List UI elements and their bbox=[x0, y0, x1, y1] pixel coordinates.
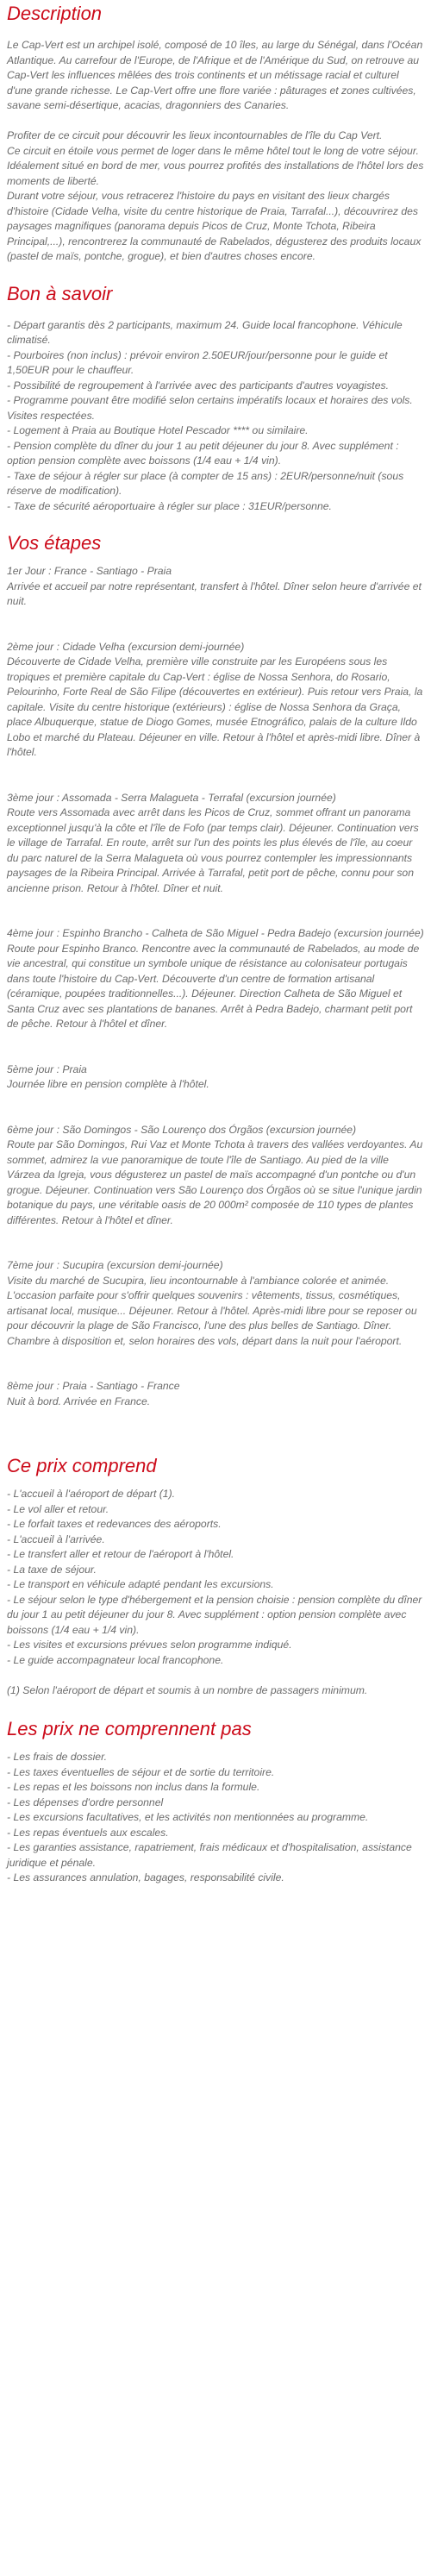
etapes-section bbox=[7, 531, 424, 1409]
paragraph: - Les garanties assistance, rapatriement, frais médicaux et d'hospitalisation, assistance juridique et pénale. bbox=[7, 1841, 415, 1869]
prix-ne-comprend-pas-title: Les prix ne comprennent pas bbox=[7, 1718, 252, 1739]
paragraph: Nuit à bord. Arrivée en France. bbox=[7, 1395, 151, 1407]
spacer bbox=[7, 1047, 424, 1062]
paragraph: 6ème jour : São Domingos - São Lourenço dos Órgãos (excursion journée) bbox=[7, 1123, 357, 1136]
spacer bbox=[7, 1107, 424, 1123]
spacer bbox=[7, 114, 424, 129]
paragraph: - Le transfert aller et retour de l'aéroport à l'hôtel. bbox=[7, 1548, 234, 1560]
bon-a-savoir-title: Bon à savoir bbox=[7, 282, 113, 304]
paragraph: Ce circuit en étoile vous permet de loger dans le même hôtel tout le long de votre séjour. Idéalement situé en bord de mer, vous pourrez profités des installations de l'hôtel lors des moments de liberté. bbox=[7, 144, 427, 187]
spacer bbox=[7, 1364, 424, 1380]
paragraph: - Les frais de dossier. bbox=[7, 1751, 108, 1763]
bon-a-savoir-body bbox=[7, 318, 424, 515]
paragraph: Arrivée et accueil par notre représentant, transfert à l'hôtel. Dîner selon heure d'arrivée et nuit. bbox=[7, 580, 425, 607]
paragraph: - Les taxes éventuelles de séjour et de sortie du territoire. bbox=[7, 1765, 275, 1778]
paragraph: - Départ garantis dès 2 participants, maximum 24. Guide local francophone. Véhicule climatisé. bbox=[7, 318, 406, 346]
paragraph: 1er Jour : France - Santiago - Praia bbox=[7, 565, 172, 577]
spacer bbox=[7, 1349, 424, 1364]
paragraph: - Les repas éventuels aux escales. bbox=[7, 1826, 169, 1839]
paragraph: Route pour Espinho Branco. Rencontre avec la communauté de Rabelados, au mode de vie ancestral, qui constitue un symbole unique de résistance au colonisateur portugais dans toute l'histoire du Cap-Vert. Découverte d'un centre de formation artisanal (céramique, poupées traditionnelles...). Déjeuner. Direction Calheta de São Miguel et Santa Cruz avec ses plantations de bananes. Arrêt à Pedra Badejo, charmant petit port de pêche. Retour à l'hôtel et dîner. bbox=[7, 942, 422, 1030]
etapes-title: Vos étapes bbox=[7, 532, 102, 554]
spacer bbox=[7, 1244, 424, 1259]
paragraph: Durant votre séjour, vous retracerez l'histoire du pays en visitant des lieux chargés d'histoire (Cidade Velha, visite du centre historique de Praia, Tarrafal...), découvrirez des paysages magnifiques (panorama depuis Picos de Cruz, Monte Tchota, Ribeira Principal,...), rencontrerez la communauté de Rabelados, dégusterez des produits locaux (pastel de maïs, pontche, grogue), et bien d'autres choses encore. bbox=[7, 190, 424, 262]
paragraph: Profiter de ce circuit pour découvrir les lieux incontournables de l'île du Cap Vert. bbox=[7, 129, 383, 141]
paragraph: - Possibilité de regroupement à l'arrivée avec des participants d'autres voyagistes. bbox=[7, 379, 389, 392]
bon-a-savoir-section bbox=[7, 282, 424, 515]
paragraph: - L'accueil à l'arrivée. bbox=[7, 1532, 105, 1545]
spacer bbox=[7, 896, 424, 912]
paragraph: - Le guide accompagnateur local francophone. bbox=[7, 1653, 224, 1666]
prix-comprend-body bbox=[7, 1487, 424, 1698]
prix-ne-comprend-pas-body bbox=[7, 1750, 424, 1886]
paragraph: - Taxe de sécurité aéroportuaire à régler sur place : 31EUR/personne. bbox=[7, 499, 332, 512]
paragraph: Route vers Assomada avec arrêt dans les Picos de Cruz, sommet offrant un panorama exceptionnel jusqu'à la côte et l'île de Fofo (par temps clair). Déjeuner. Continuation vers le village de Tarrafal. En route, arrêt sur l'un des points les plus élevés de l'île, au coeur du parc naturel de la Serra Malagueta où vous pourrez contempler les impressionnants paysages de la Ribeira Principal. Arrivée à Tarrafal, petit port de pêche, connu pour son ancienne prison. Retour à l'hôtel. Dîner et nuit. bbox=[7, 806, 422, 894]
prix-comprend-section bbox=[7, 1454, 424, 1698]
spacer bbox=[7, 775, 424, 791]
paragraph: 7ème jour : Sucupira (excursion demi-journée) bbox=[7, 1259, 223, 1271]
description-title: Description bbox=[7, 3, 103, 24]
paragraph: 5ème jour : Praia bbox=[7, 1062, 87, 1075]
paragraph: - Les excursions facultatives, et les activités non mentionnées au programme. bbox=[7, 1811, 369, 1823]
spacer bbox=[7, 1668, 424, 1683]
paragraph: - L'accueil à l'aéroport de départ (1). bbox=[7, 1488, 176, 1500]
paragraph: 3ème jour : Assomada - Serra Malagueta - Terrafal (excursion journée) bbox=[7, 791, 336, 804]
spacer bbox=[7, 912, 424, 927]
paragraph: - Les visites et excursions prévues selon programme indiqué. bbox=[7, 1639, 292, 1651]
paragraph: - Pourboires (non inclus) : prévoir environ 2.50EUR/jour/personne pour le guide et 1,50EUR pour le chauffeur. bbox=[7, 348, 391, 376]
paragraph: - Les assurances annulation, bagages, responsabilité civile. bbox=[7, 1871, 284, 1883]
paragraph: Journée libre en pension complète à l'hôtel. bbox=[7, 1078, 209, 1090]
spacer bbox=[7, 1032, 424, 1048]
paragraph: (1) Selon l'aéroport de départ et soumis à un nombre de passagers minimum. bbox=[7, 1683, 368, 1696]
paragraph: - Le forfait taxes et redevances des aéroports. bbox=[7, 1518, 222, 1530]
paragraph: 8ème jour : Praia - Santiago - France bbox=[7, 1380, 180, 1392]
prix-comprend-title: Ce prix comprend bbox=[7, 1455, 157, 1476]
description-body bbox=[7, 38, 427, 265]
paragraph: Route par São Domingos, Rui Vaz et Monte Tchota à travers des vallées verdoyantes. Au sommet, admirez la vue panoramique de toute l'île de Santiago. Au pied de la ville Várzea da Igreja, vous dégusterez un pastel de maïs accompagné d'un pontche ou d'un grogue. Déjeuner. Continuation vers São Lourenço dos Órgãos où se situe l'unique jardin botanique du pays, une véritable oasis de 20 000m² composée de 110 types de plantes différentes. Retour à l'hôtel et dîner. bbox=[7, 1138, 426, 1226]
paragraph: - Pension complète du dîner du jour 1 au petit déjeuner du jour 8. Avec supplément : option pension complète avec boissons (1/4 eau + 1/4 vin). bbox=[7, 439, 402, 467]
paragraph: - Le transport en véhicule adapté pendant les excursions. bbox=[7, 1578, 274, 1590]
paragraph: 4ème jour : Espinho Brancho - Calheta de São Miguel - Pedra Badejo (excursion journée) bbox=[7, 927, 424, 939]
etapes-body bbox=[7, 564, 424, 1409]
paragraph: - La taxe de séjour. bbox=[7, 1563, 97, 1576]
prix-ne-comprend-pas-section bbox=[7, 1717, 424, 1886]
paragraph: 2ème jour : Cidade Velha (excursion demi-journée) bbox=[7, 640, 245, 653]
paragraph: Le Cap-Vert est un archipel isolé, composé de 10 îles, au large du Sénégal, dans l'Océan Atlantique. Au carrefour de l'Europe, de l'Afrique et de l'Amérique du Sud, on retrouve au Cap-Vert les influences mêlées des trois continents et un métissage racial et culturel d'une grande richesse. Le Cap-Vert offre une flore variée : pâturages et zones cultivées, savane semi-désertique, acacias, dragonniers des Canaries. bbox=[7, 39, 426, 111]
spacer bbox=[7, 610, 424, 625]
paragraph: - Le vol aller et retour. bbox=[7, 1502, 109, 1515]
paragraph: - Les repas et les boissons non inclus dans la formule. bbox=[7, 1781, 260, 1793]
paragraph: - Logement à Praia au Boutique Hotel Pescador **** ou similaire. bbox=[7, 424, 309, 436]
paragraph: Visite du marché de Sucupira, lieu incontournable à l'ambiance colorée et animée. L'occasion parfaite pour s'offrir quelques souvenirs : vêtements, tissus, cosmétiques, artisanat local, musique... Déjeuner. Retour à l'hôtel. Après-midi libre pour se reposer ou pour découvrir la plage de São Francisco, l'une des plus belles de Santiago. Dîner. Chambre à disposition et, selon horaires des vols, départ dans la nuit pour l'aéroport. bbox=[7, 1274, 421, 1347]
paragraph: Découverte de Cidade Velha, première ville construite par les Européens sous les tropiques et première capitale du Cap-Vert : église de Nossa Senhora, do Rosario, Pelourinho, Forte Real de São Filipe (découvertes en extérieur). Puis retour vers Praia, la capitale. Visite du centre historique (extérieurs) : église de Nossa Senhora da Graça, place Albuquerque, statue de Diogo Gomes, musée Etnográfico, palais de la culture Ildo Lobo et marché du Plateau. Déjeuner en ville. Retour à l'hôtel et après-midi libre. Dîner à l'hôtel. bbox=[7, 655, 426, 758]
paragraph: - Le séjour selon le type d'hébergement et la pension choisie : pension complète du dîner du jour 1 au petit déjeuner du jour 8. Avec supplément : option pension complète avec boissons (1/4 eau + 1/4 vin). bbox=[7, 1593, 425, 1636]
spacer bbox=[7, 624, 424, 640]
paragraph: - Programme pouvant être modifié selon certains impératifs locaux et horaires des vols. Visites respectées. bbox=[7, 394, 416, 422]
paragraph: - Les dépenses d'ordre personnel bbox=[7, 1796, 164, 1808]
paragraph: - Taxe de séjour à régler sur place (à compter de 15 ans) : 2EUR/personne/nuit (sous réserve de modification). bbox=[7, 469, 407, 497]
description-section bbox=[7, 0, 427, 265]
spacer bbox=[7, 761, 424, 776]
spacer bbox=[7, 1093, 424, 1108]
spacer bbox=[7, 1228, 424, 1244]
